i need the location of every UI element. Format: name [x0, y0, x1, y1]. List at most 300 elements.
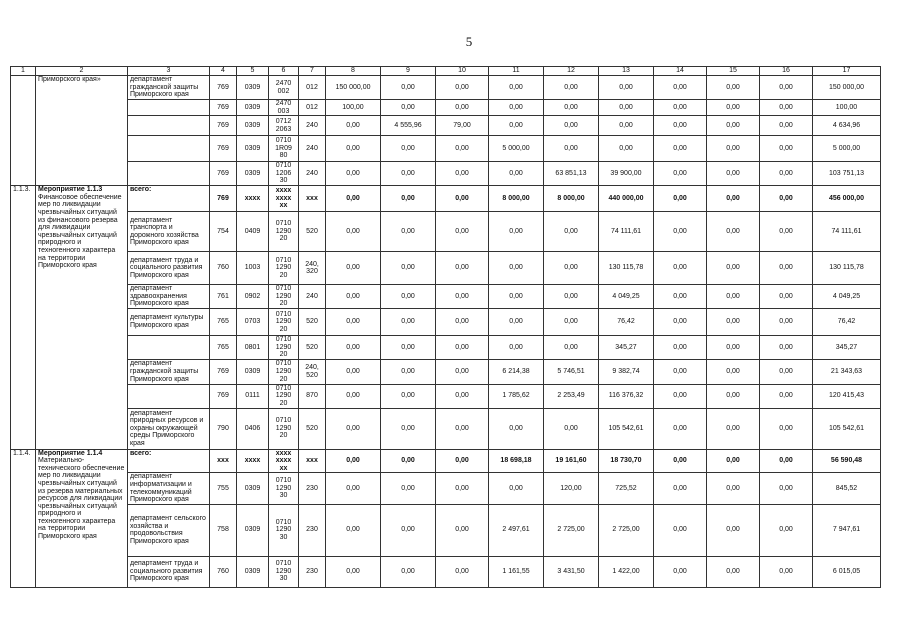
column-number: 7 [299, 67, 326, 76]
row-description: всего: [128, 449, 210, 473]
row-description: департамент транспорта и дорожного хозяйства Приморского края [128, 212, 210, 252]
amount-cell: 0,00 [760, 252, 813, 285]
code-c4: 769 [210, 384, 237, 408]
amount-cell: 0,00 [760, 285, 813, 309]
code-c4: 761 [210, 285, 237, 309]
code-c4: 769 [210, 186, 237, 212]
measure-cell [36, 449, 128, 587]
page-number: 5 [465, 34, 473, 49]
amount-cell: 345,27 [813, 335, 881, 359]
code-c6: 0710 1R09 80 [269, 136, 299, 162]
amount-cell: 0,00 [654, 308, 707, 335]
amount-cell: 19 161,60 [544, 449, 599, 473]
code-c6: xxxx xxxx xx [269, 449, 299, 473]
code-c7: 520 [299, 212, 326, 252]
amount-cell: 0,00 [326, 359, 381, 384]
column-number: 15 [707, 67, 760, 76]
amount-cell: 4 555,96 [381, 116, 436, 136]
amount-cell: 0,00 [381, 335, 436, 359]
amount-cell: 0,00 [707, 473, 760, 504]
amount-cell: 39 900,00 [599, 162, 654, 186]
amount-cell: 1 161,55 [489, 556, 544, 587]
code-c6: 0712 2063 [269, 116, 299, 136]
amount-cell: 2 253,49 [544, 384, 599, 408]
amount-cell: 345,27 [599, 335, 654, 359]
amount-cell: 0,00 [760, 335, 813, 359]
row-description: департамент культуры Приморского края [128, 308, 210, 335]
table-row [11, 76, 881, 100]
amount-cell: 4 049,25 [813, 285, 881, 309]
amount-cell: 0,00 [326, 449, 381, 473]
amount-cell: 0,00 [654, 116, 707, 136]
code-c5: xxxx [237, 449, 269, 473]
code-c6: 0710 1290 30 [269, 473, 299, 504]
amount-cell: 76,42 [599, 308, 654, 335]
amount-cell: 4 049,25 [599, 285, 654, 309]
amount-cell: 130 115,78 [813, 252, 881, 285]
table-row [11, 136, 881, 162]
amount-cell: 100,00 [813, 100, 881, 116]
amount-cell: 0,00 [707, 408, 760, 449]
code-c5: 0309 [237, 136, 269, 162]
code-c6: 0710 1290 30 [269, 504, 299, 556]
code-c5: 0309 [237, 473, 269, 504]
amount-cell: 0,00 [326, 162, 381, 186]
code-c4: 790 [210, 408, 237, 449]
amount-cell: 0,00 [544, 212, 599, 252]
amount-cell: 0,00 [599, 100, 654, 116]
amount-cell: 0,00 [760, 100, 813, 116]
column-number: 2 [36, 67, 128, 76]
column-number: 17 [813, 67, 881, 76]
amount-cell: 0,00 [326, 186, 381, 212]
code-c5: 0309 [237, 359, 269, 384]
code-c5: 0309 [237, 556, 269, 587]
amount-cell: 130 115,78 [599, 252, 654, 285]
amount-cell: 0,00 [489, 76, 544, 100]
table-row [11, 359, 881, 384]
amount-cell: 0,00 [436, 285, 489, 309]
amount-cell: 0,00 [381, 473, 436, 504]
code-c5: 0406 [237, 408, 269, 449]
code-c6: 0710 1290 20 [269, 359, 299, 384]
column-number: 12 [544, 67, 599, 76]
code-c4: 765 [210, 335, 237, 359]
code-c6: 2470 002 [269, 76, 299, 100]
code-c5: 0801 [237, 335, 269, 359]
code-c7: 012 [299, 100, 326, 116]
amount-cell: 0,00 [760, 359, 813, 384]
amount-cell: 63 851,13 [544, 162, 599, 186]
code-c4: 769 [210, 100, 237, 116]
amount-cell: 105 542,61 [599, 408, 654, 449]
amount-cell: 0,00 [707, 100, 760, 116]
amount-cell: 0,00 [381, 136, 436, 162]
amount-cell: 0,00 [654, 100, 707, 116]
amount-cell: 0,00 [381, 252, 436, 285]
code-c4: 760 [210, 556, 237, 587]
amount-cell: 0,00 [436, 504, 489, 556]
amount-cell: 0,00 [760, 449, 813, 473]
item-number-cell [11, 76, 36, 186]
row-description: департамент природных ресурсов и охраны окружающей среды Приморского края [128, 408, 210, 449]
amount-cell: 0,00 [436, 359, 489, 384]
measure-cell [36, 186, 128, 449]
code-c5: 0703 [237, 308, 269, 335]
amount-cell: 4 634,96 [813, 116, 881, 136]
amount-cell: 100,00 [326, 100, 381, 116]
amount-cell: 0,00 [599, 136, 654, 162]
amount-cell: 0,00 [654, 449, 707, 473]
amount-cell: 845,52 [813, 473, 881, 504]
amount-cell: 76,42 [813, 308, 881, 335]
table-row [11, 335, 881, 359]
amount-cell: 440 000,00 [599, 186, 654, 212]
code-c5: xxxx [237, 186, 269, 212]
table-row [11, 252, 881, 285]
amount-cell: 0,00 [544, 408, 599, 449]
amount-cell: 0,00 [707, 308, 760, 335]
item-number: 1.1.3. [11, 186, 36, 449]
amount-cell: 150 000,00 [326, 76, 381, 100]
amount-cell: 0,00 [760, 136, 813, 162]
amount-cell: 79,00 [436, 116, 489, 136]
amount-cell: 0,00 [707, 285, 760, 309]
code-c5: 0409 [237, 212, 269, 252]
header-row [11, 67, 881, 76]
code-c6: 0710 1290 30 [269, 556, 299, 587]
code-c4: 754 [210, 212, 237, 252]
amount-cell: 0,00 [436, 212, 489, 252]
amount-cell: 56 590,48 [813, 449, 881, 473]
amount-cell: 0,00 [707, 136, 760, 162]
amount-cell: 0,00 [654, 186, 707, 212]
amount-cell: 0,00 [489, 252, 544, 285]
total-row [11, 449, 881, 473]
amount-cell: 0,00 [654, 76, 707, 100]
column-number: 3 [128, 67, 210, 76]
amount-cell: 0,00 [381, 100, 436, 116]
amount-cell: 0,00 [326, 504, 381, 556]
code-c7: 230 [299, 504, 326, 556]
amount-cell: 0,00 [760, 212, 813, 252]
amount-cell: 0,00 [544, 100, 599, 116]
amount-cell: 0,00 [760, 504, 813, 556]
code-c5: 0309 [237, 116, 269, 136]
column-number: 1 [11, 67, 36, 76]
amount-cell: 0,00 [489, 408, 544, 449]
amount-cell: 9 382,74 [599, 359, 654, 384]
code-c6: 0710 1290 20 [269, 252, 299, 285]
column-number: 5 [237, 67, 269, 76]
amount-cell: 0,00 [760, 556, 813, 587]
amount-cell: 0,00 [707, 335, 760, 359]
row-description [128, 335, 210, 359]
code-c7: 520 [299, 408, 326, 449]
amount-cell: 0,00 [326, 308, 381, 335]
item-number: 1.1.4. [11, 449, 36, 587]
amount-cell: 0,00 [489, 308, 544, 335]
column-number: 14 [654, 67, 707, 76]
amount-cell: 6 015,05 [813, 556, 881, 587]
amount-cell: 0,00 [760, 76, 813, 100]
row-description [128, 100, 210, 116]
amount-cell: 0,00 [436, 473, 489, 504]
amount-cell: 0,00 [326, 384, 381, 408]
amount-cell: 0,00 [544, 252, 599, 285]
amount-cell: 120 415,43 [813, 384, 881, 408]
code-c4: 765 [210, 308, 237, 335]
column-number: 6 [269, 67, 299, 76]
row-description [128, 384, 210, 408]
table-row [11, 100, 881, 116]
amount-cell: 21 343,63 [813, 359, 881, 384]
row-description: департамент здравоохранения Приморского края [128, 285, 210, 309]
amount-cell: 1 785,62 [489, 384, 544, 408]
amount-cell: 2 497,61 [489, 504, 544, 556]
table-row [11, 212, 881, 252]
amount-cell: 0,00 [489, 473, 544, 504]
amount-cell: 0,00 [654, 212, 707, 252]
code-c7: xxx [299, 449, 326, 473]
amount-cell: 0,00 [654, 473, 707, 504]
column-number: 16 [760, 67, 813, 76]
code-c5: 0309 [237, 504, 269, 556]
amount-cell: 0,00 [326, 408, 381, 449]
column-number: 4 [210, 67, 237, 76]
code-c5: 0309 [237, 162, 269, 186]
amount-cell: 0,00 [654, 359, 707, 384]
amount-cell: 0,00 [707, 359, 760, 384]
code-c7: 240 [299, 136, 326, 162]
amount-cell: 0,00 [707, 186, 760, 212]
measure-name-cell: Приморского края» [36, 76, 128, 186]
amount-cell: 0,00 [436, 162, 489, 186]
code-c7: 240 [299, 116, 326, 136]
amount-cell: 0,00 [326, 136, 381, 162]
amount-cell: 2 725,00 [599, 504, 654, 556]
amount-cell: 0,00 [707, 504, 760, 556]
code-c4: 755 [210, 473, 237, 504]
measure-text: Материально-технического обеспечение мер по ликвидации чрезвычайных ситуаций из резерва материальных ресурсов для ликвидации чрезвычайных ситуаций природного и техногенного характера на территории Приморского края [38, 457, 125, 541]
table-row [11, 308, 881, 335]
measure-text: Финансовое обеспечение мер по ликвидации чрезвычайных ситуаций из финансового резерва для ликвидации чрезвычайных ситуаций природного и техногенного характера на территории Приморского края [38, 193, 122, 270]
amount-cell: 0,00 [760, 408, 813, 449]
amount-cell: 0,00 [654, 504, 707, 556]
amount-cell: 5 000,00 [813, 136, 881, 162]
code-c7: 012 [299, 76, 326, 100]
amount-cell: 120,00 [544, 473, 599, 504]
code-c6: 0710 1290 20 [269, 335, 299, 359]
amount-cell: 0,00 [381, 384, 436, 408]
code-c7: 230 [299, 473, 326, 504]
amount-cell: 0,00 [489, 116, 544, 136]
code-c7: 520 [299, 335, 326, 359]
amount-cell: 0,00 [381, 76, 436, 100]
code-c4: 769 [210, 359, 237, 384]
amount-cell: 0,00 [760, 116, 813, 136]
table-row [11, 285, 881, 309]
table-row [11, 408, 881, 449]
total-row [11, 186, 881, 212]
amount-cell: 0,00 [381, 186, 436, 212]
amount-cell: 0,00 [760, 384, 813, 408]
amount-cell: 0,00 [654, 408, 707, 449]
amount-cell: 0,00 [489, 285, 544, 309]
amount-cell: 0,00 [326, 335, 381, 359]
amount-cell: 0,00 [760, 186, 813, 212]
code-c6: 0710 1290 20 [269, 212, 299, 252]
amount-cell: 0,00 [326, 252, 381, 285]
amount-cell: 0,00 [544, 285, 599, 309]
table-row [11, 504, 881, 556]
amount-cell: 0,00 [436, 408, 489, 449]
amount-cell: 6 214,38 [489, 359, 544, 384]
amount-cell: 0,00 [707, 116, 760, 136]
amount-cell: 0,00 [326, 116, 381, 136]
code-c6: 2470 003 [269, 100, 299, 116]
amount-cell: 0,00 [654, 162, 707, 186]
code-c7: 230 [299, 556, 326, 587]
amount-cell: 0,00 [707, 212, 760, 252]
amount-cell: 0,00 [489, 212, 544, 252]
measure-title: Мероприятие 1.1.3 [38, 186, 103, 194]
code-c6: 0710 1290 20 [269, 384, 299, 408]
amount-cell: 0,00 [654, 136, 707, 162]
amount-cell: 150 000,00 [813, 76, 881, 100]
amount-cell: 0,00 [381, 308, 436, 335]
amount-cell: 0,00 [381, 162, 436, 186]
amount-cell: 0,00 [326, 212, 381, 252]
amount-cell: 3 431,50 [544, 556, 599, 587]
amount-cell: 0,00 [544, 76, 599, 100]
amount-cell: 116 376,32 [599, 384, 654, 408]
amount-cell: 0,00 [654, 384, 707, 408]
amount-cell: 0,00 [381, 556, 436, 587]
amount-cell: 0,00 [381, 449, 436, 473]
amount-cell: 0,00 [760, 308, 813, 335]
amount-cell: 74 111,61 [813, 212, 881, 252]
amount-cell: 0,00 [544, 308, 599, 335]
table-row [11, 384, 881, 408]
amount-cell: 0,00 [489, 100, 544, 116]
amount-cell: 105 542,61 [813, 408, 881, 449]
amount-cell: 0,00 [707, 449, 760, 473]
code-c7: 870 [299, 384, 326, 408]
row-description: департамент труда и социального развития Приморского края [128, 252, 210, 285]
amount-cell: 0,00 [707, 162, 760, 186]
amount-cell: 5 000,00 [489, 136, 544, 162]
amount-cell: 18 698,18 [489, 449, 544, 473]
code-c4: 769 [210, 136, 237, 162]
amount-cell: 0,00 [436, 308, 489, 335]
amount-cell: 74 111,61 [599, 212, 654, 252]
amount-cell: 725,52 [599, 473, 654, 504]
table-row [11, 116, 881, 136]
budget-table [10, 66, 881, 588]
amount-cell: 0,00 [707, 252, 760, 285]
amount-cell: 0,00 [760, 473, 813, 504]
code-c5: 0902 [237, 285, 269, 309]
amount-cell: 0,00 [326, 285, 381, 309]
amount-cell: 456 000,00 [813, 186, 881, 212]
amount-cell: 18 730,70 [599, 449, 654, 473]
amount-cell: 1 422,00 [599, 556, 654, 587]
amount-cell: 0,00 [436, 186, 489, 212]
column-number: 13 [599, 67, 654, 76]
amount-cell: 0,00 [381, 359, 436, 384]
row-description: департамент гражданской защиты Приморского края [128, 359, 210, 384]
measure-title: Мероприятие 1.1.4 [38, 449, 103, 457]
amount-cell: 0,00 [489, 335, 544, 359]
row-description: департамент информатизации и телекоммуникаций Приморского края [128, 473, 210, 504]
amount-cell: 0,00 [707, 76, 760, 100]
column-number: 8 [326, 67, 381, 76]
row-description [128, 116, 210, 136]
code-c5: 1003 [237, 252, 269, 285]
code-c6: 0710 1290 20 [269, 308, 299, 335]
amount-cell: 0,00 [326, 473, 381, 504]
code-c7: 520 [299, 308, 326, 335]
code-c5: 0309 [237, 100, 269, 116]
amount-cell: 0,00 [436, 100, 489, 116]
code-c4: 769 [210, 76, 237, 100]
code-c7: 240 [299, 162, 326, 186]
amount-cell: 5 746,51 [544, 359, 599, 384]
code-c7: xxx [299, 186, 326, 212]
table-row [11, 162, 881, 186]
amount-cell: 0,00 [436, 252, 489, 285]
amount-cell: 0,00 [544, 136, 599, 162]
amount-cell: 7 947,61 [813, 504, 881, 556]
amount-cell: 0,00 [436, 449, 489, 473]
code-c5: 0111 [237, 384, 269, 408]
amount-cell: 8 000,00 [489, 186, 544, 212]
amount-cell: 0,00 [599, 116, 654, 136]
amount-cell: 0,00 [381, 408, 436, 449]
amount-cell: 0,00 [654, 252, 707, 285]
amount-cell: 0,00 [544, 116, 599, 136]
column-number: 10 [436, 67, 489, 76]
amount-cell: 0,00 [707, 384, 760, 408]
code-c4: 769 [210, 162, 237, 186]
code-c6: 0710 1290 20 [269, 408, 299, 449]
amount-cell: 0,00 [654, 335, 707, 359]
amount-cell: 103 751,13 [813, 162, 881, 186]
amount-cell: 0,00 [326, 556, 381, 587]
amount-cell: 0,00 [381, 285, 436, 309]
column-number: 11 [489, 67, 544, 76]
amount-cell: 0,00 [599, 76, 654, 100]
amount-cell: 0,00 [654, 556, 707, 587]
code-c4: 758 [210, 504, 237, 556]
amount-cell: 0,00 [544, 335, 599, 359]
code-c5: 0309 [237, 76, 269, 100]
amount-cell: 0,00 [381, 504, 436, 556]
amount-cell: 0,00 [760, 162, 813, 186]
code-c4: xxx [210, 449, 237, 473]
row-description: департамент сельского хозяйства и продовольствия Приморского края [128, 504, 210, 556]
row-description: департамент труда и социального развития Приморского края [128, 556, 210, 587]
code-c6: 0710 1290 20 [269, 285, 299, 309]
row-description [128, 136, 210, 162]
code-c7: 240, 320 [299, 252, 326, 285]
amount-cell: 0,00 [654, 285, 707, 309]
column-number: 9 [381, 67, 436, 76]
amount-cell: 0,00 [707, 556, 760, 587]
code-c4: 769 [210, 116, 237, 136]
amount-cell: 0,00 [436, 556, 489, 587]
